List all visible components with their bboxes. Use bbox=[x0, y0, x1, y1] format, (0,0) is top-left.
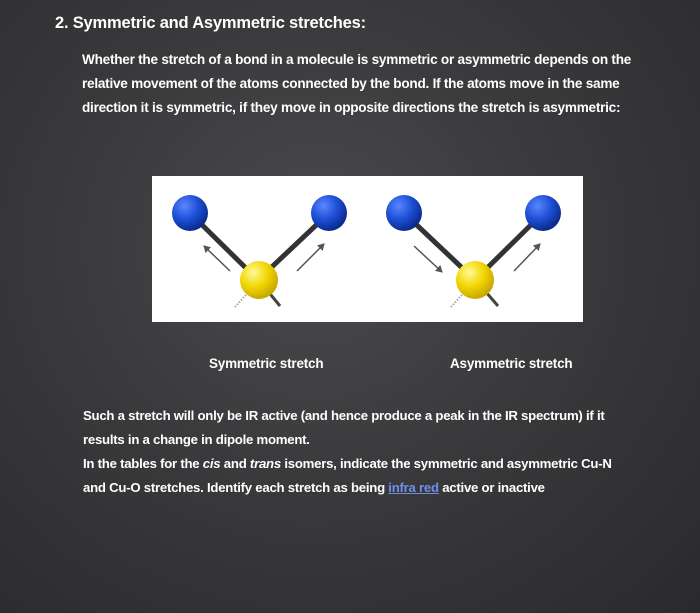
caption-asymmetric: Asymmetric stretch bbox=[450, 356, 573, 371]
text-segment: active or inactive bbox=[438, 480, 545, 495]
center-atom bbox=[240, 261, 278, 299]
motion-arrow bbox=[297, 244, 324, 271]
text-segment: and Cu-O stretches. Identify each stretch as being bbox=[83, 480, 389, 495]
nitrogen-atom-left bbox=[172, 195, 208, 231]
trans-term: trans bbox=[249, 456, 281, 471]
question-line bbox=[83, 476, 683, 500]
nitrogen-atom-left bbox=[386, 195, 422, 231]
motion-arrow bbox=[414, 246, 442, 272]
symmetric-molecule bbox=[172, 195, 347, 308]
question-line: Such a stretch will only be IR active (and hence produce a peak in the IR spectrum) if it bbox=[83, 408, 605, 423]
motion-arrow bbox=[514, 244, 540, 271]
text-segment: isomers, indicate the symmetric and asymmetric Cu-N bbox=[280, 456, 612, 471]
center-atom bbox=[456, 261, 494, 299]
text-segment: In the tables for the bbox=[83, 456, 203, 471]
intro-paragraph bbox=[82, 48, 682, 120]
stretch-diagram-svg bbox=[152, 176, 583, 322]
question-line: results in a change in dipole moment. bbox=[83, 432, 310, 447]
caption-symmetric: Symmetric stretch bbox=[209, 356, 324, 371]
asymmetric-molecule bbox=[386, 195, 561, 308]
question-paragraph bbox=[83, 404, 683, 500]
intro-line: relative movement of the atoms connected by the bond. If the atoms move in the same bbox=[82, 76, 620, 91]
section-heading: 2. Symmetric and Asymmetric stretches: bbox=[55, 14, 366, 32]
nitrogen-atom-right bbox=[525, 195, 561, 231]
stretch-diagram bbox=[152, 176, 583, 322]
question-line bbox=[83, 452, 683, 476]
intro-line: Whether the stretch of a bond in a molecule is symmetric or asymmetric depends on the bbox=[82, 52, 632, 67]
nitrogen-atom-right bbox=[311, 195, 347, 231]
text-segment: and bbox=[220, 456, 250, 471]
intro-line: direction it is symmetric, if they move in opposite directions the stretch is asymmetric: bbox=[82, 100, 621, 115]
cis-term: cis bbox=[202, 456, 221, 471]
infra-red-link[interactable]: infra red bbox=[388, 480, 439, 495]
